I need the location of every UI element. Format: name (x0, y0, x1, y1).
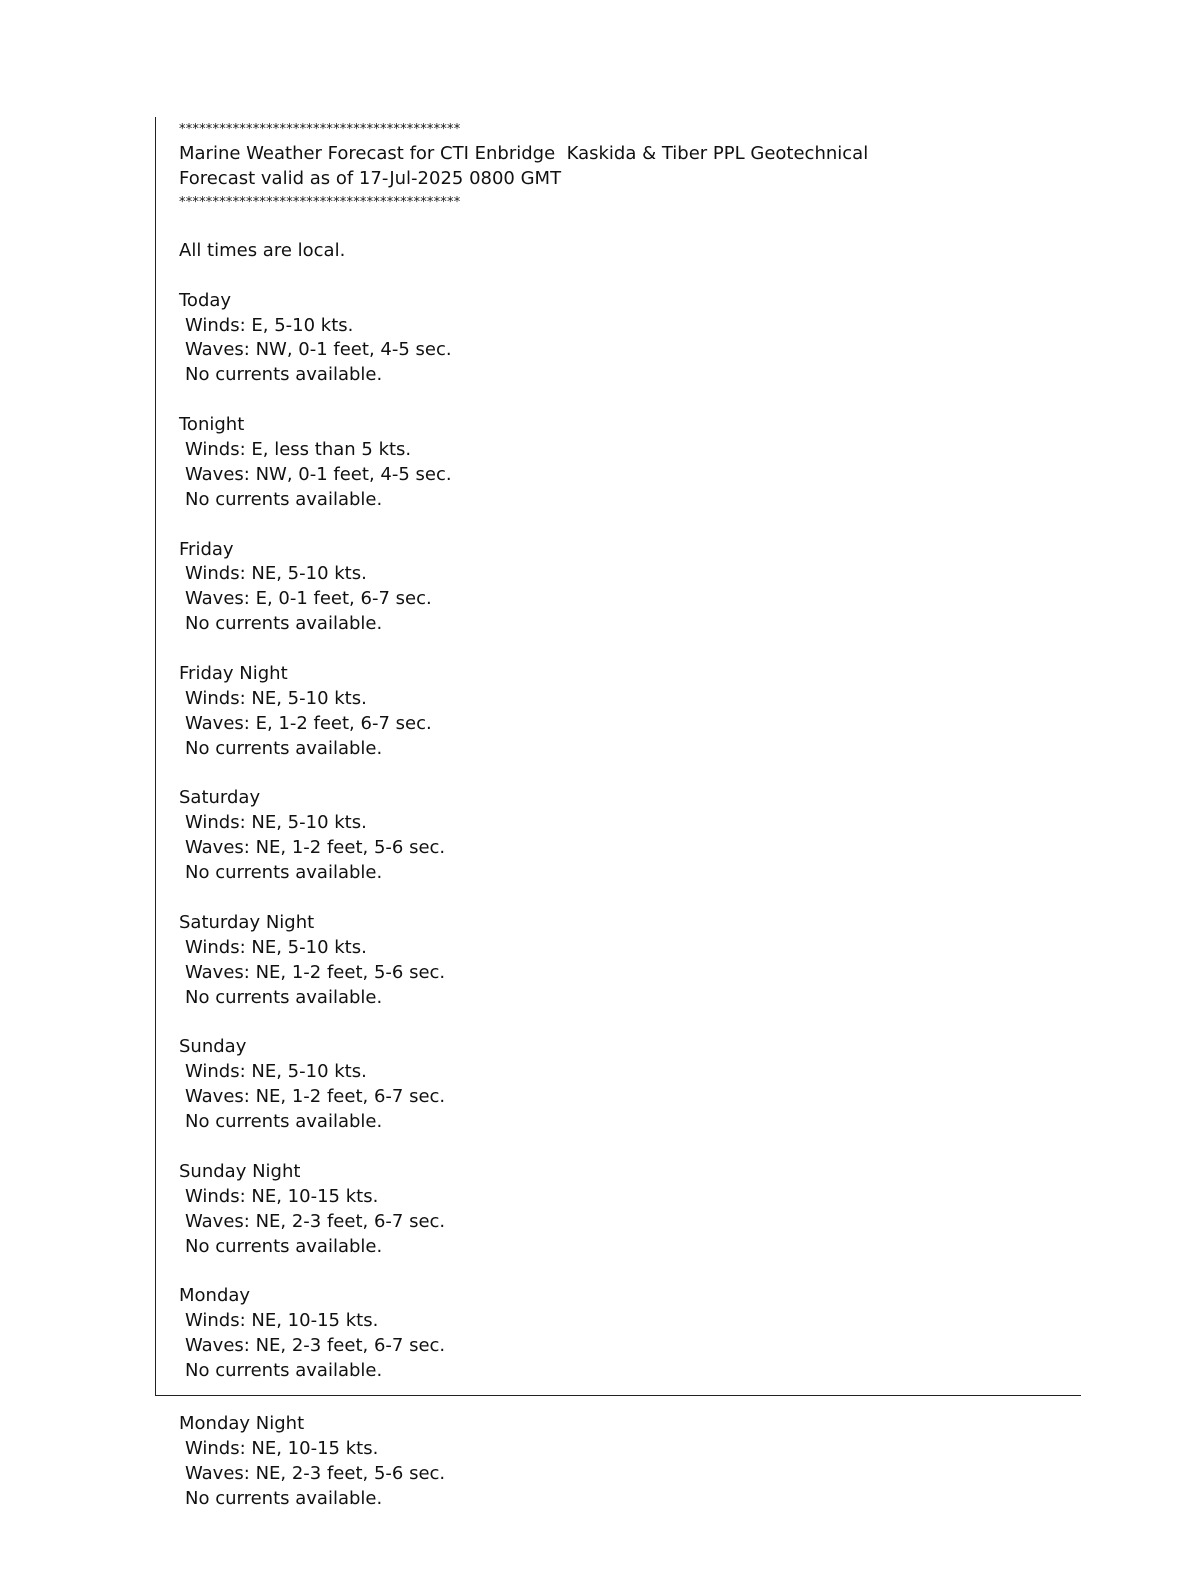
forecast-title: Marine Weather Forecast for CTI Enbridge Kaskida & Tiber PPL Geotechnical (179, 143, 869, 164)
period-winds: Winds: NE, 5-10 kts. (185, 812, 367, 834)
period-winds: Winds: NE, 5-10 kts. (185, 563, 367, 585)
spacer (179, 1135, 1059, 1160)
period-waves: Waves: NE, 2-3 feet, 6-7 sec. (185, 1210, 446, 1232)
forecast-period (179, 1160, 1059, 1284)
forecast-period (179, 413, 1059, 537)
spacer (179, 637, 1059, 662)
forecast-period-list (179, 289, 1059, 1384)
period-name: Friday Night (179, 663, 288, 685)
period-winds: Winds: NE, 5-10 kts. (185, 687, 367, 709)
period-name: Sunday (179, 1036, 247, 1058)
period-winds: Winds: NE, 10-15 kts. (185, 1437, 379, 1459)
period-currents: No currents available. (185, 1111, 383, 1133)
period-name: Monday (179, 1285, 251, 1307)
forecast-period (179, 662, 1059, 786)
forecast-period (179, 1284, 1059, 1384)
period-name: Saturday Night (179, 911, 315, 933)
period-currents: No currents available. (185, 986, 383, 1008)
period-waves: Waves: NE, 1-2 feet, 6-7 sec. (185, 1086, 446, 1108)
period-winds: Winds: NE, 5-10 kts. (185, 1061, 367, 1083)
period-currents: No currents available. (185, 1235, 383, 1257)
spacer (179, 264, 1059, 289)
header-stars-top: ****************************************** (179, 122, 461, 137)
forecast-header (179, 118, 1059, 214)
period-currents: No currents available. (185, 1487, 383, 1509)
period-winds: Winds: E, less than 5 kts. (185, 439, 412, 461)
period-currents: No currents available. (185, 613, 383, 635)
forecast-period (179, 786, 1059, 910)
spacer (179, 214, 1059, 239)
spacer (179, 513, 1059, 538)
period-waves: Waves: NW, 0-1 feet, 4-5 sec. (185, 339, 452, 361)
spacer (179, 1259, 1059, 1284)
forecast-valid-time: Forecast valid as of 17-Jul-2025 0800 GMT (179, 168, 562, 189)
period-name: Tonight (179, 414, 245, 436)
period-currents: No currents available. (185, 862, 383, 884)
period-name: Today (179, 289, 232, 311)
period-name: Monday Night (179, 1413, 305, 1434)
period-winds: Winds: NE, 10-15 kts. (185, 1310, 379, 1332)
forecast-content (179, 118, 1059, 1384)
period-waves: Waves: NE, 2-3 feet, 6-7 sec. (185, 1335, 446, 1357)
period-currents: No currents available. (185, 364, 383, 386)
bottom-border-line (155, 1395, 1081, 1396)
forecast-period (179, 538, 1059, 662)
times-note: All times are local. (179, 239, 346, 261)
forecast-period (179, 1035, 1059, 1159)
spacer (179, 388, 1059, 413)
period-currents: No currents available. (185, 1359, 383, 1381)
period-currents: No currents available. (185, 737, 383, 759)
forecast-period (179, 289, 1059, 413)
period-name: Saturday (179, 787, 261, 809)
header-stars-bottom: ****************************************** (179, 195, 461, 210)
forecast-period (179, 911, 1059, 1035)
period-waves: Waves: NE, 1-2 feet, 5-6 sec. (185, 961, 446, 983)
forecast-period-continued (179, 1412, 1059, 1512)
period-name: Friday (179, 538, 234, 560)
spacer (179, 1011, 1059, 1036)
spacer (179, 762, 1059, 787)
period-waves: Waves: E, 1-2 feet, 6-7 sec. (185, 712, 432, 734)
spacer (179, 886, 1059, 911)
period-name: Sunday Night (179, 1160, 301, 1182)
period-waves: Waves: NE, 1-2 feet, 5-6 sec. (185, 837, 446, 859)
period-waves: Waves: NE, 2-3 feet, 5-6 sec. (185, 1462, 446, 1484)
period-waves: Waves: E, 0-1 feet, 6-7 sec. (185, 588, 432, 610)
period-winds: Winds: NE, 10-15 kts. (185, 1185, 379, 1207)
period-winds: Winds: NE, 5-10 kts. (185, 936, 367, 958)
period-winds: Winds: E, 5-10 kts. (185, 314, 354, 336)
period-waves: Waves: NW, 0-1 feet, 4-5 sec. (185, 463, 452, 485)
left-border-line (155, 117, 156, 1396)
period-currents: No currents available. (185, 488, 383, 510)
